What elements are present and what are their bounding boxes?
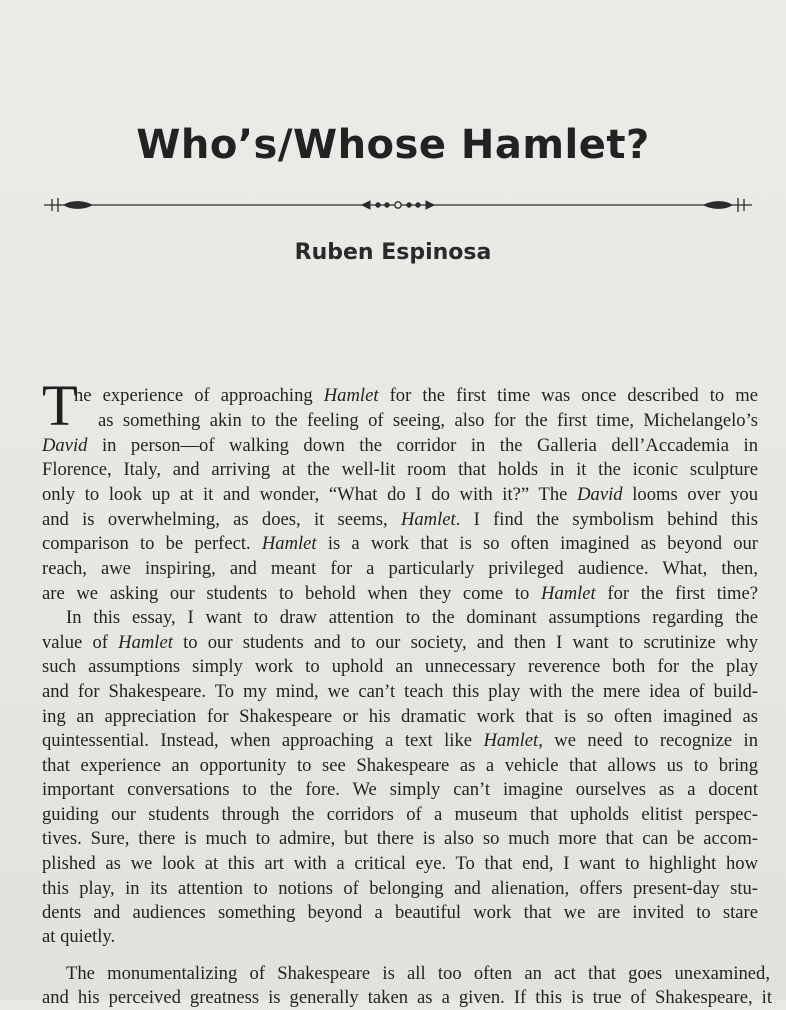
text-line xyxy=(42,986,772,1010)
ornamental-divider xyxy=(44,193,752,217)
text-span: value of xyxy=(42,632,119,653)
italic-title: Hamlet xyxy=(118,632,173,653)
text-span: tives. Sure, there is much to admire, but there is also so much more that can be accom- xyxy=(42,828,758,849)
text-line xyxy=(42,754,758,778)
text-line xyxy=(42,803,758,827)
italic-title: Hamlet xyxy=(483,730,539,751)
text-line xyxy=(42,532,758,556)
text-line xyxy=(42,729,758,753)
italic-title: Hamlet xyxy=(261,533,317,554)
author-name: Ruben Espinosa xyxy=(294,240,492,265)
text-line xyxy=(42,852,758,876)
text-span: only to look up at it and wonder, “What do I do with it?” The xyxy=(42,484,578,505)
text-span: and his perceived greatness is generally taken as a given. If this is true of Shakespeare, it xyxy=(42,987,772,1008)
text-span: Florence, Italy, and arriving at the well-lit room that holds in it the iconic sculpture xyxy=(42,459,758,480)
text-line xyxy=(42,434,758,458)
text-span: reach, awe inspiring, and meant for a particularly privileged audience. What, then, xyxy=(42,558,758,579)
text-line xyxy=(42,631,758,655)
text-span: and is overwhelming, as does, it seems, xyxy=(42,509,401,530)
text-line xyxy=(42,458,758,482)
drop-cap: T xyxy=(42,373,78,438)
text-span: The monumentalizing of Shakespeare is all too often an act that goes unexamined, xyxy=(66,963,770,984)
italic-title: Hamlet xyxy=(400,509,456,530)
text-line xyxy=(66,606,758,630)
text-line xyxy=(42,508,758,532)
text-line xyxy=(42,901,758,925)
text-span: important conversations to the fore. We simply can’t imagine ourselves as a docent xyxy=(42,779,758,800)
text-line xyxy=(42,705,758,729)
text-span: such assumptions simply work to uphold an unnecessary reverence both for the play xyxy=(42,656,758,677)
text-line xyxy=(42,925,115,949)
text-span: to our students and to our society, and then I want to scrutinize why xyxy=(172,632,758,653)
text-span: In this essay, I want to draw attention to the dominant assumptions regarding the xyxy=(66,607,758,628)
text-span: plished as we look at this art with a critical eye. To that end, I want to highlight how xyxy=(42,853,758,874)
text-span: for the first time? xyxy=(595,583,758,604)
text-span: comparison to be perfect. xyxy=(42,533,262,554)
text-span: he experience of approaching xyxy=(74,385,324,406)
text-span: this play, in its attention to notions of belonging and alienation, offers present-day stu- xyxy=(42,878,758,899)
text-line xyxy=(42,827,758,851)
text-line xyxy=(42,877,758,901)
text-span: and for Shakespeare. To my mind, we can’t teach this play with the mere idea of build- xyxy=(42,681,758,702)
text-line xyxy=(42,582,758,606)
italic-title: David xyxy=(577,484,623,505)
text-span: looms over you xyxy=(622,484,758,505)
text-line xyxy=(42,778,758,802)
italic-title: Hamlet xyxy=(323,385,379,406)
chapter-title: Who’s/Whose Hamlet? xyxy=(136,122,650,168)
text-span: in person—of walking down the corridor in the Galleria dell’Accademia in xyxy=(87,435,758,456)
italic-title: David xyxy=(42,435,88,456)
text-line xyxy=(42,557,758,581)
text-span: ing an appreciation for Shakespeare or his dramatic work that is so often imagined as xyxy=(42,706,758,727)
text-line xyxy=(66,962,770,986)
text-span: quintessential. Instead, when approaching a text like xyxy=(42,730,484,751)
text-span: are we asking our students to behold when they come to xyxy=(42,583,541,604)
text-span: as something akin to the feeling of seeing, also for the first time, Michelangelo’s xyxy=(98,410,758,431)
text-span: at quietly. xyxy=(42,926,116,947)
text-span: is a work that is so often imagined as beyond our xyxy=(316,533,758,554)
text-line xyxy=(74,384,758,408)
italic-title: Hamlet xyxy=(540,583,596,604)
text-line xyxy=(42,483,758,507)
text-line xyxy=(98,409,758,433)
text-span: that experience an opportunity to see Shakespeare as a vehicle that allows us to bring xyxy=(42,755,758,776)
text-span: , we need to recognize in xyxy=(538,730,759,751)
text-span: . I find the symbolism behind this xyxy=(455,509,758,530)
text-line xyxy=(42,680,758,704)
text-span: guiding our students through the corridors of a museum that upholds elitist perspec- xyxy=(42,804,758,825)
text-line xyxy=(42,655,758,679)
text-span: dents and audiences something beyond a beautiful work that we are invited to stare xyxy=(42,902,758,923)
text-span: for the first time was once described to me xyxy=(378,385,758,406)
